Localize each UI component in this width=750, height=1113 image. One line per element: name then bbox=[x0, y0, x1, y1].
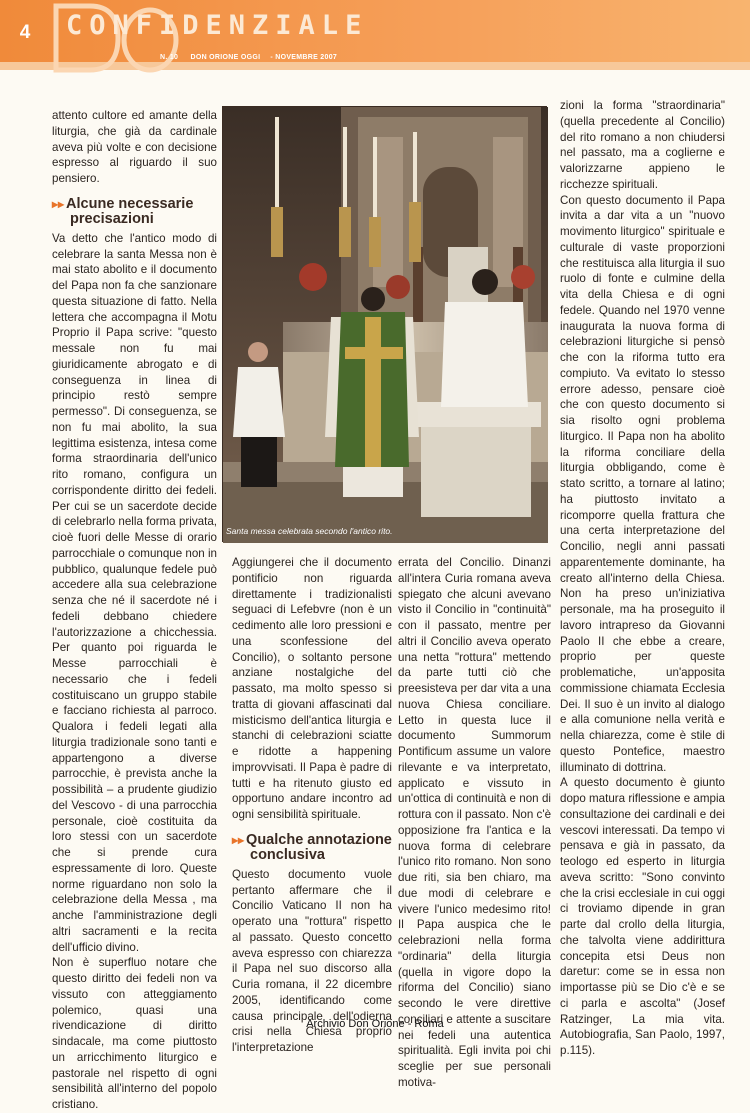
photo-caption: Santa messa celebrata secondo l'antico rito. bbox=[226, 526, 393, 536]
column-4 bbox=[560, 98, 725, 1059]
issue-number: N. 10 bbox=[160, 54, 179, 61]
magazine-name: DON ORIONE OGGI bbox=[190, 54, 261, 61]
double-arrow-icon: ▸▸ bbox=[52, 196, 65, 211]
paragraph: A questo documento è giunto dopo matura riflessione e ampia consultazione dei cardinali e dei vescovi interessati. Da tempo vi pensava e già in passato, da teologo ed esperto in liturgia aveva scritto: "Sono convinto che la crisi ecclesiale in cui oggi ci troviamo dipende in gran parte dal crollo della liturgia, che talvolta viene addirittura concepita etsi Deus non daretur: come se in essa non importasse più se Dio c'è e se ci parla e ascolta" (Josef Ratzinger, La mia vita. Autobiografia, San Paolo, 1997, p.115). bbox=[560, 776, 725, 1057]
column-3 bbox=[398, 555, 551, 1091]
paragraph: Non è superfluo notare che questo diritto dei fedeli non va vissuto con atteggiamento polemico, quasi una rivendicazione di diritto sindacale, ma come piuttosto un arricchimento liturgico e pastorale nel rispetto di ogni sensibilità all'interno del popolo cristiano. bbox=[52, 956, 217, 1111]
archive-footer: Archivio Don Orione - Roma bbox=[306, 1018, 444, 1030]
section-title: CONFIDENZIALE bbox=[66, 10, 369, 41]
paragraph: zioni la forma "straordinaria" (quella precedente al Concilio) del rito romano a non chiudersi nel passato, ma a coglierne e valorizzarne appieno le ricchezze spirituali. bbox=[560, 99, 725, 191]
paragraph: Questo documento vuole pertanto affermare che il Concilio Vaticano II non ha operato una "rottura" rispetto al passato. Questo concetto aveva espresso con chiarezza il Papa nel suo discorso alla Curia romana, il 22 dicembre 2005, identificando come causa principale dell'odierna crisi nella Chiesa proprio l'interpretazione bbox=[232, 867, 392, 1054]
altar-illustration bbox=[223, 107, 548, 543]
subheading-line: precisazioni bbox=[70, 210, 154, 227]
paragraph: Con questo documento il Papa invita a dar vita a un "nuovo movimento liturgico" spirituale e culturale di vaste proporzioni che restituisca alla liturgia il suo ruolo di fonte e culmine della vita della Chiesa e di ogni fedele. Quando nel 1970 venne inaugurata la nuova forma di celebrazioni liturgiche si pensò che con la riforma tutto era compiuto. Va evitato lo stesso errore adesso, pensare cioè che con questo documento si sia risolto ogni problema liturgico. Il Papa non ha abolito la riforma conciliare della liturgia obbligando, come è stato scritto, a tornare al latino; ha piuttosto invitato a ricomporre quella frattura che una certa interpretazione del Concilio, negli anni passati apparentemente dominante, ha creato all'interno della Chiesa. Non ha preso un'iniziativa personale, ma ha proseguito il lavoro intrapreso da Giovanni Paolo II che ebbe a creare, proprio per queste problematiche, un'apposita commissione chiamata Ecclesia Dei. Il suo è un invito al dialogo e alla comunione nella verità e nella chiarezza, come è stile di questo Pontefice, maestro illuminato di dottrina. bbox=[560, 193, 725, 774]
paragraph: errata del Concilio. Dinanzi all'intera Curia romana aveva spiegato che alcuni avevano visto il Concilio in "continuità" con il passato, mentre per altri il Concilio aveva operato una netta "rottura" mettendo da parte tutti ciò che preesisteva per dar vita a una nuova Chiesa conciliare. Letto in questa luce il documento Summorum Pontificum assume un valore rilevante e va interpretato, applicato e vissuto in un'ottica di continuità e non di rottura con il passato. Non c'è opposizione fra l'antica e la nuova forma di celebrare l'unico rito romano. Non sono due riti, sia ben chiaro, ma due modi di celebrare e vivere l'unico medesimo rito! Il Papa auspica che le celebrazioni nella forma "ordinaria" della liturgia (quella in vigore dopo la riforma del Concilio) siano secondo le vere direttive conciliari e attente a suscitare nei fedeli una autentica spiritualità. Egli invita poi chi sceglie per sue personali motiva- bbox=[398, 556, 552, 1089]
page-header bbox=[0, 0, 750, 72]
issue-date: NOVEMBRE 2007 bbox=[275, 54, 338, 61]
subheading-line: Alcune necessarie bbox=[66, 195, 194, 212]
subheading-precisazioni bbox=[52, 197, 217, 227]
column-2 bbox=[232, 555, 392, 1056]
double-arrow-icon: ▸▸ bbox=[232, 832, 245, 847]
subheading-line: conclusiva bbox=[250, 846, 325, 863]
column-1 bbox=[52, 108, 217, 1113]
mass-photo bbox=[222, 106, 547, 542]
page-number: 4 bbox=[19, 22, 31, 43]
paragraph: Va detto che l'antico modo di celebrare la santa Messa non è mai stato abolito e il documento del Papa non fa che sanzionare questa situazione di fatto. Nella lettera che accompagna il Motu Proprio il Papa scrive: "questo messale non fu mai giuridicamente abrogato e di conseguenza in linea di principio restò sempre permesso". Di conseguenza, se non fu mai abolito, la sua legittima esistenza, intesa come forma straordinaria dell'unico rito romano, configura un corrispondente diritto dei fedeli. Per cui se un sacerdote decide di celebrarlo nella forma privata, cioè fuori delle Messe di orario parrocchiale o comunque non in pubblico, qualunque fedele può accedere alla sua celebrazione senza che né il sacerdote né i fedeli debbano chiedere l'autorizzazione a chicchessia. Per quanto poi riguarda le Messe parrocchiali è necessario che i fedeli costituiscano un gruppo stabile e facciano richiesta al parroco. Qualora i fedeli legati alla liturgia tradizionale sono tanti e appartengono a diverse parrocchie, è prevista anche la possibilità – a prudente giudizio del Vescovo - di una parrocchia personale, cioè costituita da loro stessi con un sacerdote che si prende cura espressamente di loro. Queste norme riguardano non solo la celebrazione della Messa , ma anche l'amministrazione degli altri sacramenti e la recita dell'ufficio divino. bbox=[52, 231, 217, 954]
paragraph: Aggiungerei che il documento pontificio non riguarda direttamente i tradizionalisti seguaci di Lefebvre (non è un cedimento alle loro pressioni e una sconfessione del Concilio), o soltanto persone anziane nostalgiche del passato, ma molto spesso si tratta di giovani affascinati dal misticismo dell'antica liturgia e stanchi di celebrazioni sciatte e ridotte a happening improvvisati. Il Papa è padre di tutti e ha ritenuto giusto ed opportuno andare incontro ad ogni sensibilità spirituale. bbox=[232, 556, 392, 821]
subheading-conclusiva bbox=[232, 833, 392, 863]
paragraph: attento cultore ed amante della liturgia, che già da cardinale aveva più volte e con decisione espresso al riguardo il suo pensiero. bbox=[52, 109, 217, 185]
issue-line: N. 10 DON ORIONE OGGI - NOVEMBRE 2007 bbox=[160, 54, 338, 61]
subheading-line: Qualche annotazione bbox=[246, 831, 392, 848]
